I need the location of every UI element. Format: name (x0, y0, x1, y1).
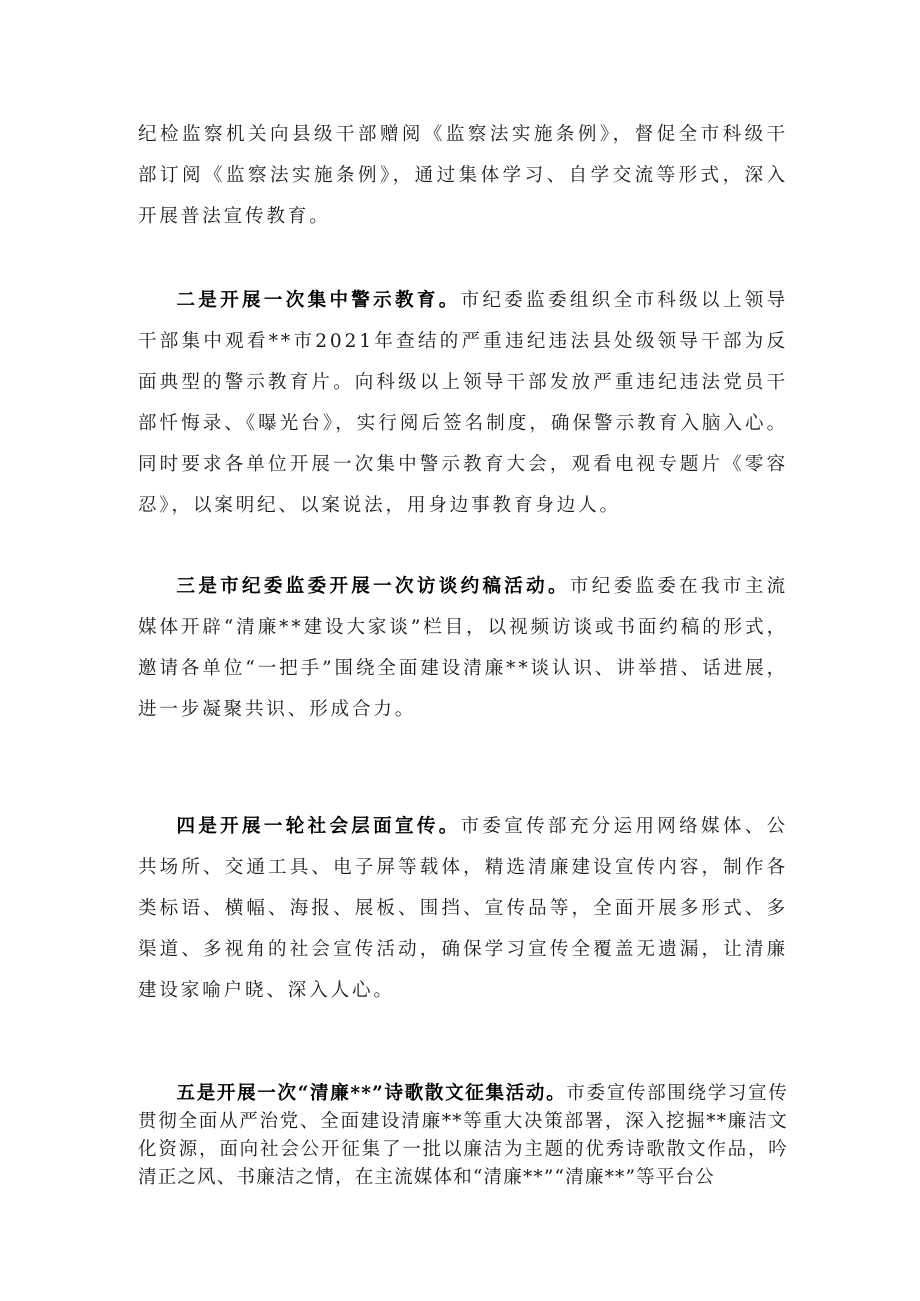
paragraph-lead: 四是开展一轮社会层面宣传。 (176, 816, 461, 837)
paragraph-body: 纪检监察机关向县级干部赠阅《监察法实施条例》，督促全市科级干部订阅《监察法实施条例》，通过集体学习、自学交流等形式，深入开展普法宣传教育。 (138, 124, 788, 227)
paragraph-poetry-collection (138, 1080, 788, 1192)
paragraph-body: 市委宣传部充分运用网络媒体、公共场所、交通工具、电子屏等载体，精选清廉建设宣传内容，制作各类标语、横幅、海报、展板、围挡、宣传品等，全面开展多形式、多渠道、多视角的社会宣传活动，确保学习宣传全覆盖无遗漏，让清廉建设家喻户晓、深入人心。 (138, 816, 788, 1001)
paragraph-body: 市委宣传部围绕学习宣传贯彻全面从严治党、全面建设清廉**等重大决策部署，深入挖掘**廉洁文化资源，面向社会公开征集了一批以廉洁为主题的优秀诗歌散文作品，吟清正之风、书廉洁之情，在主流媒体和“清廉**”“清廉**”等平台公 (138, 1083, 788, 1188)
paragraph-body: 市纪委监委组织全市科级以上领导干部集中观看**市2021年查结的严重违纪违法县处级领导干部为反面典型的警示教育片。向科级以上领导干部发放严重违纪违法党员干部忏悔录、《曝光台》，实行阅后签名制度，确保警示教育入脑入心。同时要求各单位开展一次集中警示教育大会，观看电视专题片《零容忍》，以案明纪、以案说法，用身边事教育身边人。 (138, 290, 788, 516)
paragraph-lead: 三是市纪委监委开展一次访谈约稿活动。 (176, 576, 570, 597)
paragraph-lead: 五是开展一次“清廉**”诗歌散文征集活动。 (176, 1083, 567, 1104)
paragraph-social-publicity (138, 806, 788, 1011)
paragraph-continuation (138, 114, 788, 237)
paragraph-warning-education (138, 280, 788, 526)
paragraph-interview-activity (138, 566, 788, 730)
paragraph-lead: 二是开展一次集中警示教育。 (176, 290, 461, 311)
paragraph-body: 市纪委监委在我市主流媒体开辟“清廉**建设大家谈”栏目，以视频访谈或书面约稿的形式，邀请各单位“一把手”围绕全面建设清廉**谈认识、讲举措、话进展，进一步凝聚共识、形成合力。 (138, 576, 788, 720)
